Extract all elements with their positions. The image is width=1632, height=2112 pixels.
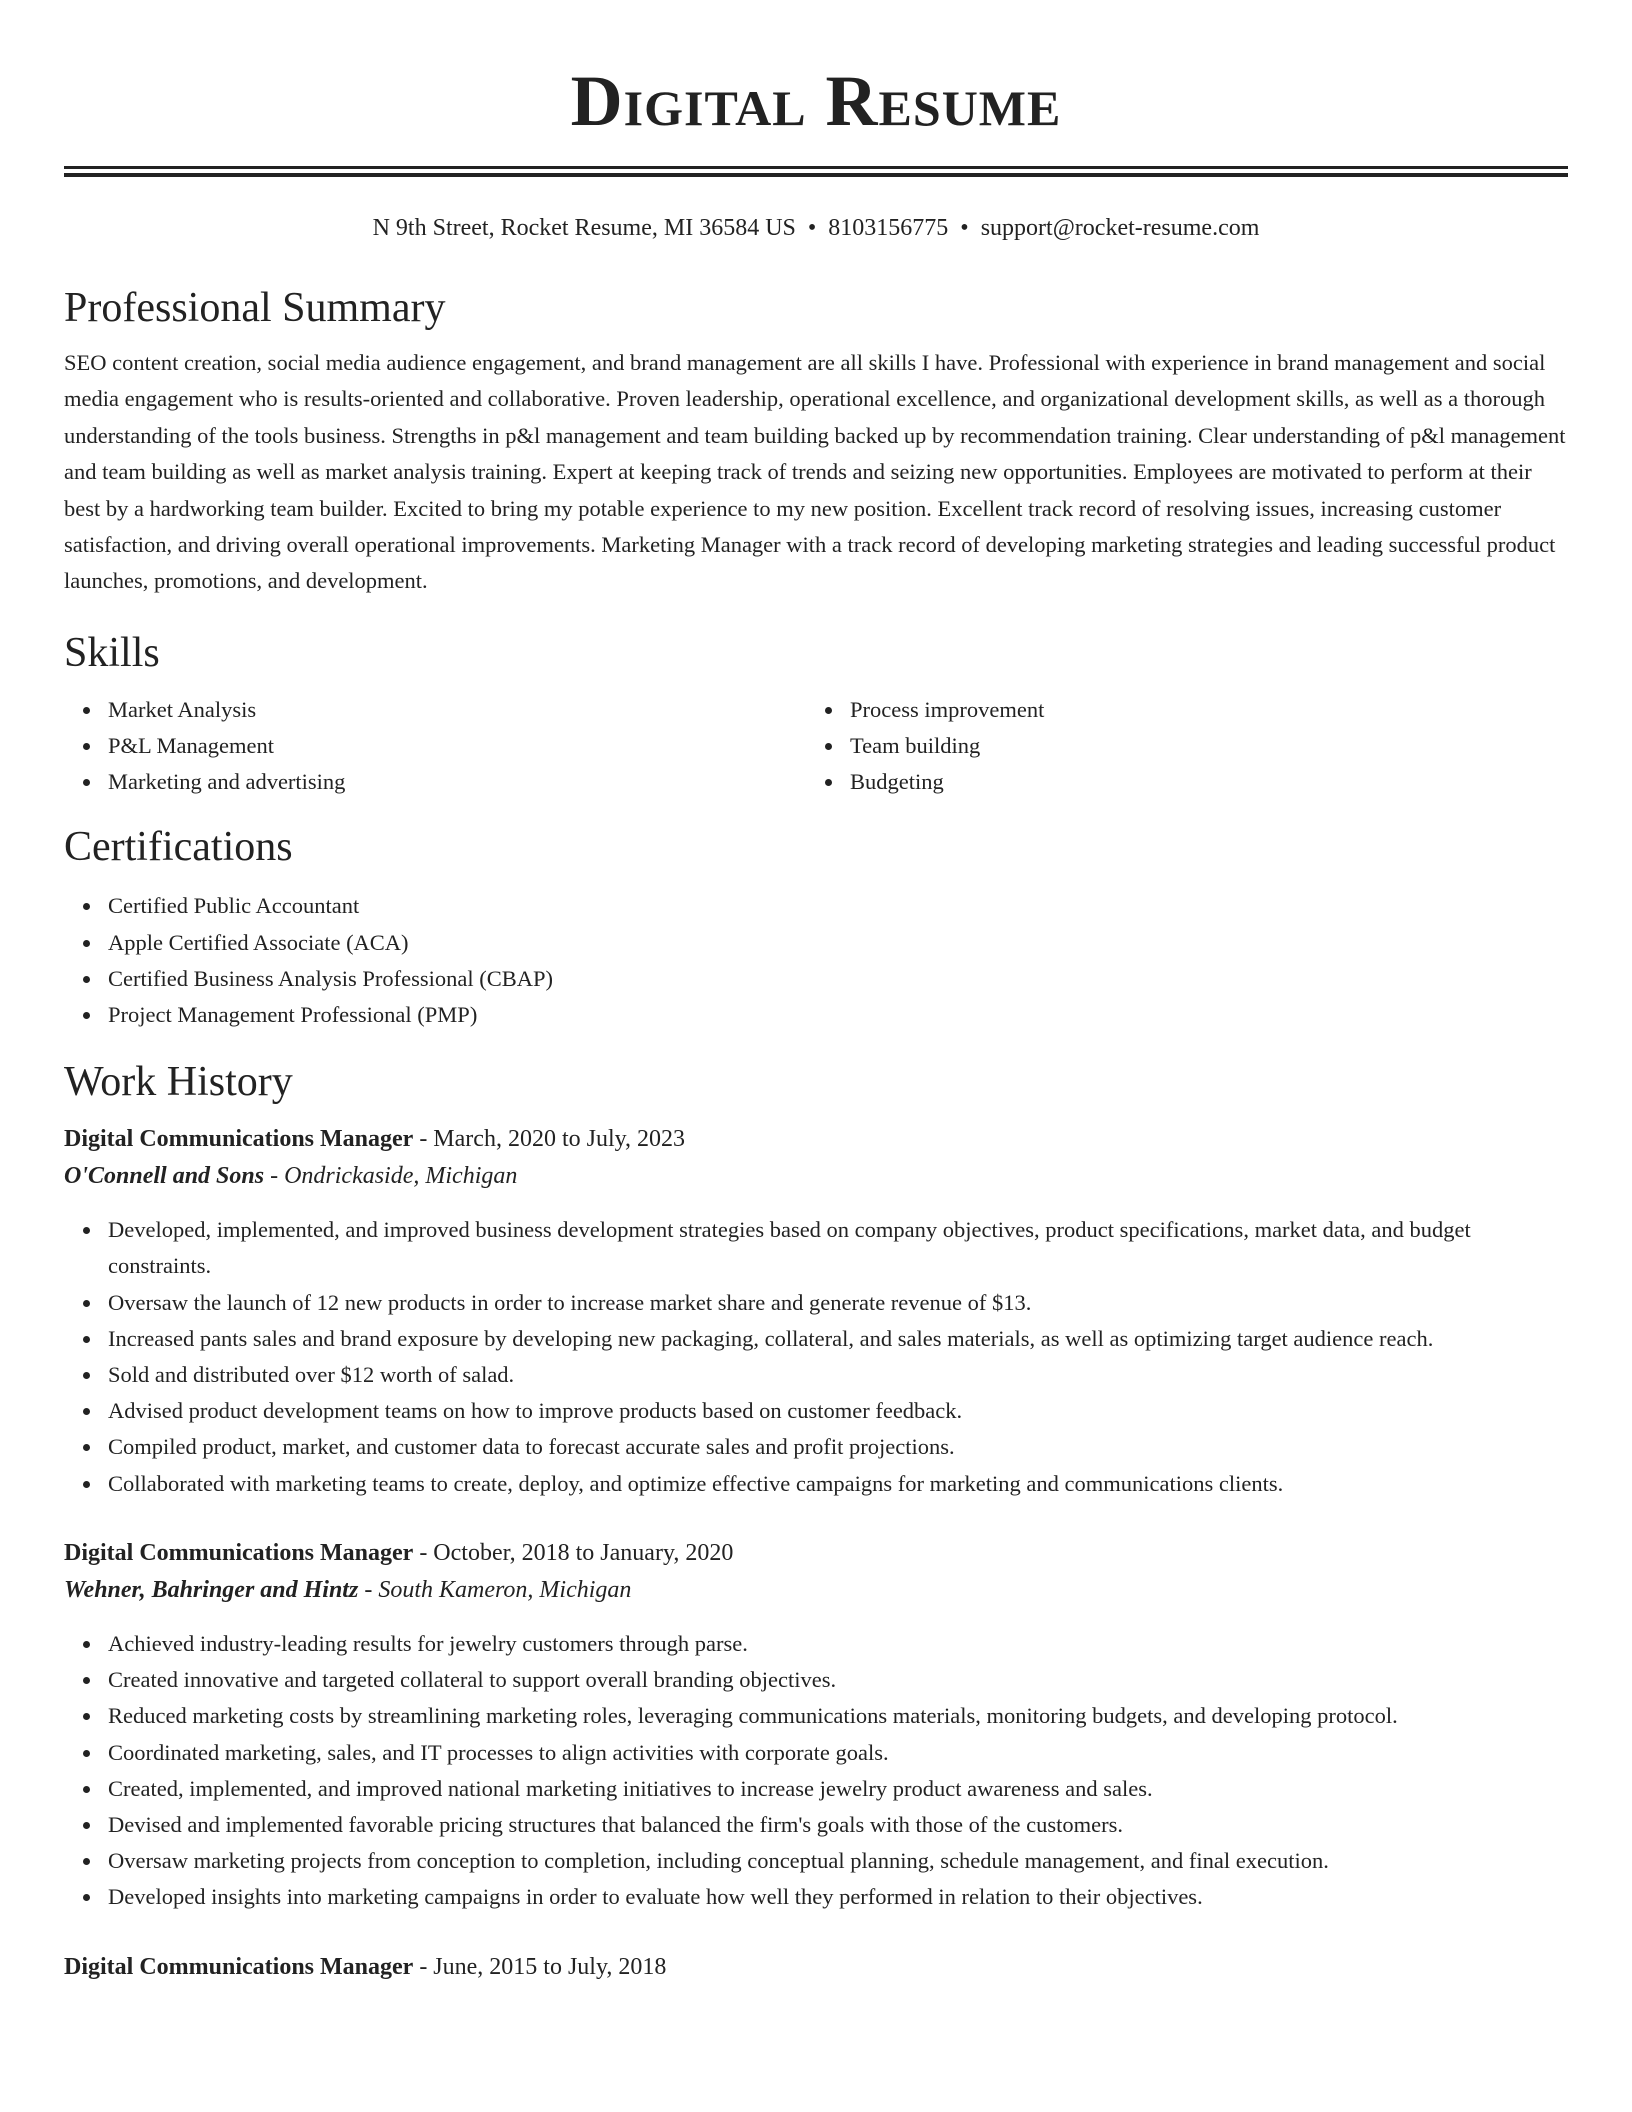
certification-item: Apple Certified Associate (ACA)	[108, 925, 1568, 961]
resume-title: Digital Resume	[570, 61, 1062, 141]
skill-item: Process improvement	[850, 692, 1548, 728]
job-bullet: Devised and implemented favorable pricing structures that balanced the firm's goals with those of the customers.	[108, 1807, 1568, 1843]
job-bullet: Created, implemented, and improved national marketing initiatives to increase jewelry product awareness and sales.	[108, 1771, 1568, 1807]
job-title: Digital Communications Manager	[64, 1953, 414, 1980]
skills-list	[64, 692, 1568, 801]
job-header	[64, 1121, 1568, 1158]
job-employer	[64, 1158, 1568, 1195]
job-bullet: Oversaw marketing projects from conception to completion, including conceptual planning, schedule management, and final execution.	[108, 1843, 1568, 1879]
certification-item: Certified Business Analysis Professional (CBAP)	[108, 961, 1568, 997]
certification-item: Certified Public Accountant	[108, 888, 1568, 924]
skill-item: Marketing and advertising	[108, 764, 806, 800]
certifications-list	[64, 888, 1568, 1033]
contact-phone: 8103156775	[828, 215, 949, 241]
skill-item: Team building	[850, 728, 1548, 764]
job-header	[64, 1949, 1568, 1986]
job-bullet: Coordinated marketing, sales, and IT processes to align activities with corporate goals.	[108, 1735, 1568, 1771]
job-title: Digital Communications Manager	[64, 1539, 414, 1566]
job-company: Wehner, Bahringer and Hintz	[64, 1576, 359, 1603]
job-bullets	[64, 1212, 1568, 1502]
certification-item: Project Management Professional (PMP)	[108, 997, 1568, 1033]
job-title: Digital Communications Manager	[64, 1126, 414, 1153]
skill-item: Market Analysis	[108, 692, 806, 728]
job-entry	[64, 1949, 1568, 1986]
job-bullets	[64, 1626, 1568, 1916]
job-entry	[64, 1535, 1568, 1916]
job-dates: - March, 2020 to July, 2023	[413, 1126, 686, 1153]
job-bullet: Developed, implemented, and improved business development strategies based on company objectives, product specifications, market data, and budget constraints.	[108, 1212, 1568, 1284]
job-location: - South Kameron, Michigan	[358, 1576, 632, 1603]
job-bullet: Oversaw the launch of 12 new products in order to increase market share and generate revenue of $13.	[108, 1285, 1568, 1321]
contact-email: support@rocket-resume.com	[980, 215, 1260, 241]
skills-column-left	[64, 692, 806, 801]
job-bullet: Developed insights into marketing campaigns in order to evaluate how well they performed in relation to their objectives.	[108, 1879, 1568, 1915]
job-company: O'Connell and Sons	[64, 1163, 265, 1190]
job-bullet: Created innovative and targeted collateral to support overall branding objectives.	[108, 1662, 1568, 1698]
contact-separator: •	[960, 215, 969, 241]
skill-item: P&L Management	[108, 728, 806, 764]
job-bullet: Compiled product, market, and customer data to forecast accurate sales and profit projections.	[108, 1429, 1568, 1465]
job-bullet: Collaborated with marketing teams to create, deploy, and optimize effective campaigns for marketing and communications clients.	[108, 1466, 1568, 1502]
job-dates: - October, 2018 to January, 2020	[413, 1539, 734, 1566]
job-bullet: Advised product development teams on how to improve products based on customer feedback.	[108, 1393, 1568, 1429]
title-double-rule	[64, 166, 1568, 177]
summary-text: SEO content creation, social media audience engagement, and brand management are all skills I have. Professional with experience in brand management and social media engagement who is results-oriented and collaborative. Proven leadership, operational excellence, and organizational development skills, as well as a thorough understanding of the tools business. Strengths in p&l management and team building backed up by recommendation training. Clear understanding of p&l management and team building as well as market analysis training. Expert at keeping track of trends and seizing new opportunities. Employees are motivated to perform at their best by a hardworking team builder. Excited to bring my potable experience to my new position. Excellent track record of resolving issues, increasing customer satisfaction, and driving overall operational improvements. Marketing Manager with a track record of developing marketing strategies and leading successful product launches, promotions, and development.	[64, 350, 1566, 594]
section-heading-work-history: Work History	[64, 1059, 293, 1106]
section-heading-skills: Skills	[64, 629, 160, 676]
job-dates: - June, 2015 to July, 2018	[413, 1953, 667, 1980]
job-bullet: Sold and distributed over $12 worth of salad.	[108, 1357, 1568, 1393]
job-location: - Ondrickaside, Michigan	[264, 1163, 518, 1190]
contact-line	[64, 213, 1568, 243]
job-bullet: Reduced marketing costs by streamlining marketing roles, leveraging communications materials, monitoring budgets, and developing protocol.	[108, 1698, 1568, 1734]
contact-address: N 9th Street, Rocket Resume, MI 36584 US	[372, 215, 796, 241]
skills-column-right	[806, 692, 1548, 801]
job-header	[64, 1535, 1568, 1572]
job-bullet: Achieved industry-leading results for jewelry customers through parse.	[108, 1626, 1568, 1662]
contact-separator: •	[807, 215, 817, 241]
section-heading-summary: Professional Summary	[64, 285, 446, 331]
skill-item: Budgeting	[850, 764, 1548, 800]
job-employer	[64, 1572, 1568, 1609]
job-entry	[64, 1121, 1568, 1502]
job-bullet: Increased pants sales and brand exposure by developing new packaging, collateral, and sales materials, as well as optimizing target audience reach.	[108, 1321, 1568, 1357]
section-heading-certifications: Certifications	[64, 824, 293, 871]
